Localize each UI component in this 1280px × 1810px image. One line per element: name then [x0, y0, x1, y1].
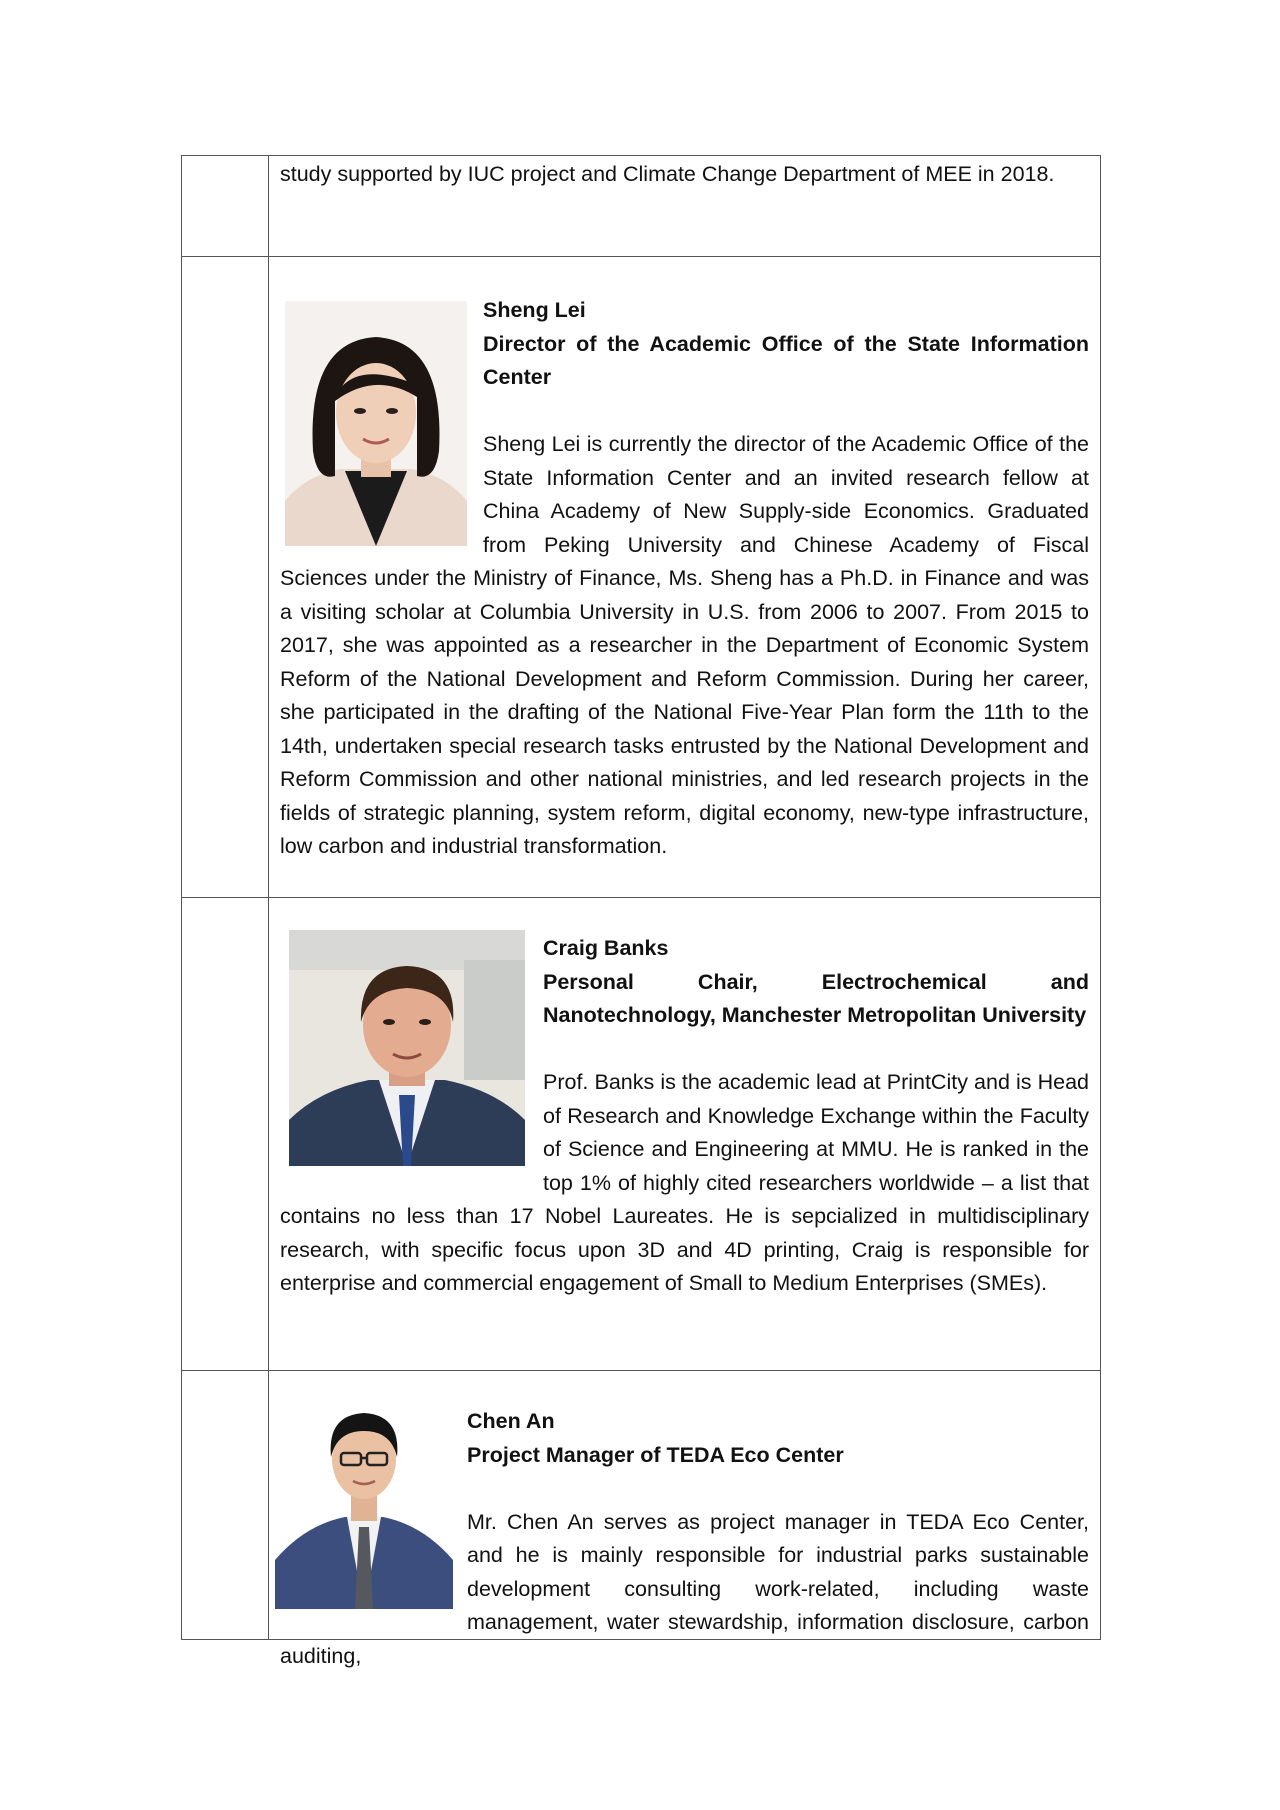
table-row — [182, 156, 1101, 257]
table-row — [182, 898, 1101, 1371]
speaker-name: Craig Banks — [543, 936, 669, 960]
intro-fragment: study supported by IUC project and Climate Change Department of MEE in 2018. — [280, 162, 1055, 186]
table-row — [182, 1371, 1101, 1640]
left-cell — [182, 156, 269, 257]
speaker-role: Director of the Academic Office of the State Information Center — [483, 331, 1089, 389]
table-row — [182, 257, 1101, 898]
speaker-name: Sheng Lei — [483, 298, 586, 322]
speaker-photo-craig-banks — [289, 930, 525, 1166]
speaker-role: Personal Chair, Electrochemical and Nanotechnology, Manchester Metropolitan University — [543, 969, 1089, 1027]
speaker-bio: Sheng Lei is currently the director of the Academic Office of the State Information Center and an invited research fellow at China Academy of New Supply-side Economics. Graduated from Peking University and Chinese Academy of Fiscal Sciences under the Ministry of Finance, Ms. Sheng has a Ph.D. in Finance and was a visiting scholar at Columbia University in U.S. from 2006 to 2007. From 2015 to 2017, she was appointed as a researcher in the Department of Economic System Reform of the National Development and Reform Commission. During her career, she participated in the drafting of the National Five-Year Plan form the 11th to the 14th, undertaken special research tasks entrusted by the National Development and Reform Commission and other national ministries, and led research projects in the fields of strategic planning, system reform, digital economy, new-type infrastructure, low carbon and industrial transformation. — [280, 432, 1089, 858]
speaker-photo-sheng-lei — [285, 301, 467, 546]
left-cell — [182, 1371, 269, 1640]
content-cell — [269, 898, 1101, 1371]
speaker-photo-chen-an — [275, 1395, 453, 1609]
speaker-bio: Prof. Banks is the academic lead at PrintCity and is Head of Research and Knowledge Exchange within the Faculty of Science and Engineering at MMU. He is ranked in the top 1% of highly cited researchers worldwide – a list that contains no less than 17 Nobel Laureates. He is sepcialized in multidisciplinary research, with specific focus upon 3D and 4D printing, Craig is responsible for enterprise and commercial engagement of Small to Medium Enterprises (SMEs). — [280, 1070, 1089, 1295]
left-cell — [182, 257, 269, 898]
left-cell — [182, 898, 269, 1371]
speaker-bio: Mr. Chen An serves as project manager in TEDA Eco Center, and he is mainly responsible for industrial parks sustainable development consulting work-related, including waste management, water stewardship, information disclosure, carbon auditing, — [280, 1509, 1089, 1668]
speaker-role: Project Manager of TEDA Eco Center — [467, 1442, 844, 1467]
speaker-name: Chen An — [467, 1409, 555, 1433]
speaker-table — [181, 155, 1101, 1668]
content-cell — [269, 257, 1101, 898]
content-cell — [269, 156, 1101, 257]
content-cell — [269, 1371, 1101, 1668]
